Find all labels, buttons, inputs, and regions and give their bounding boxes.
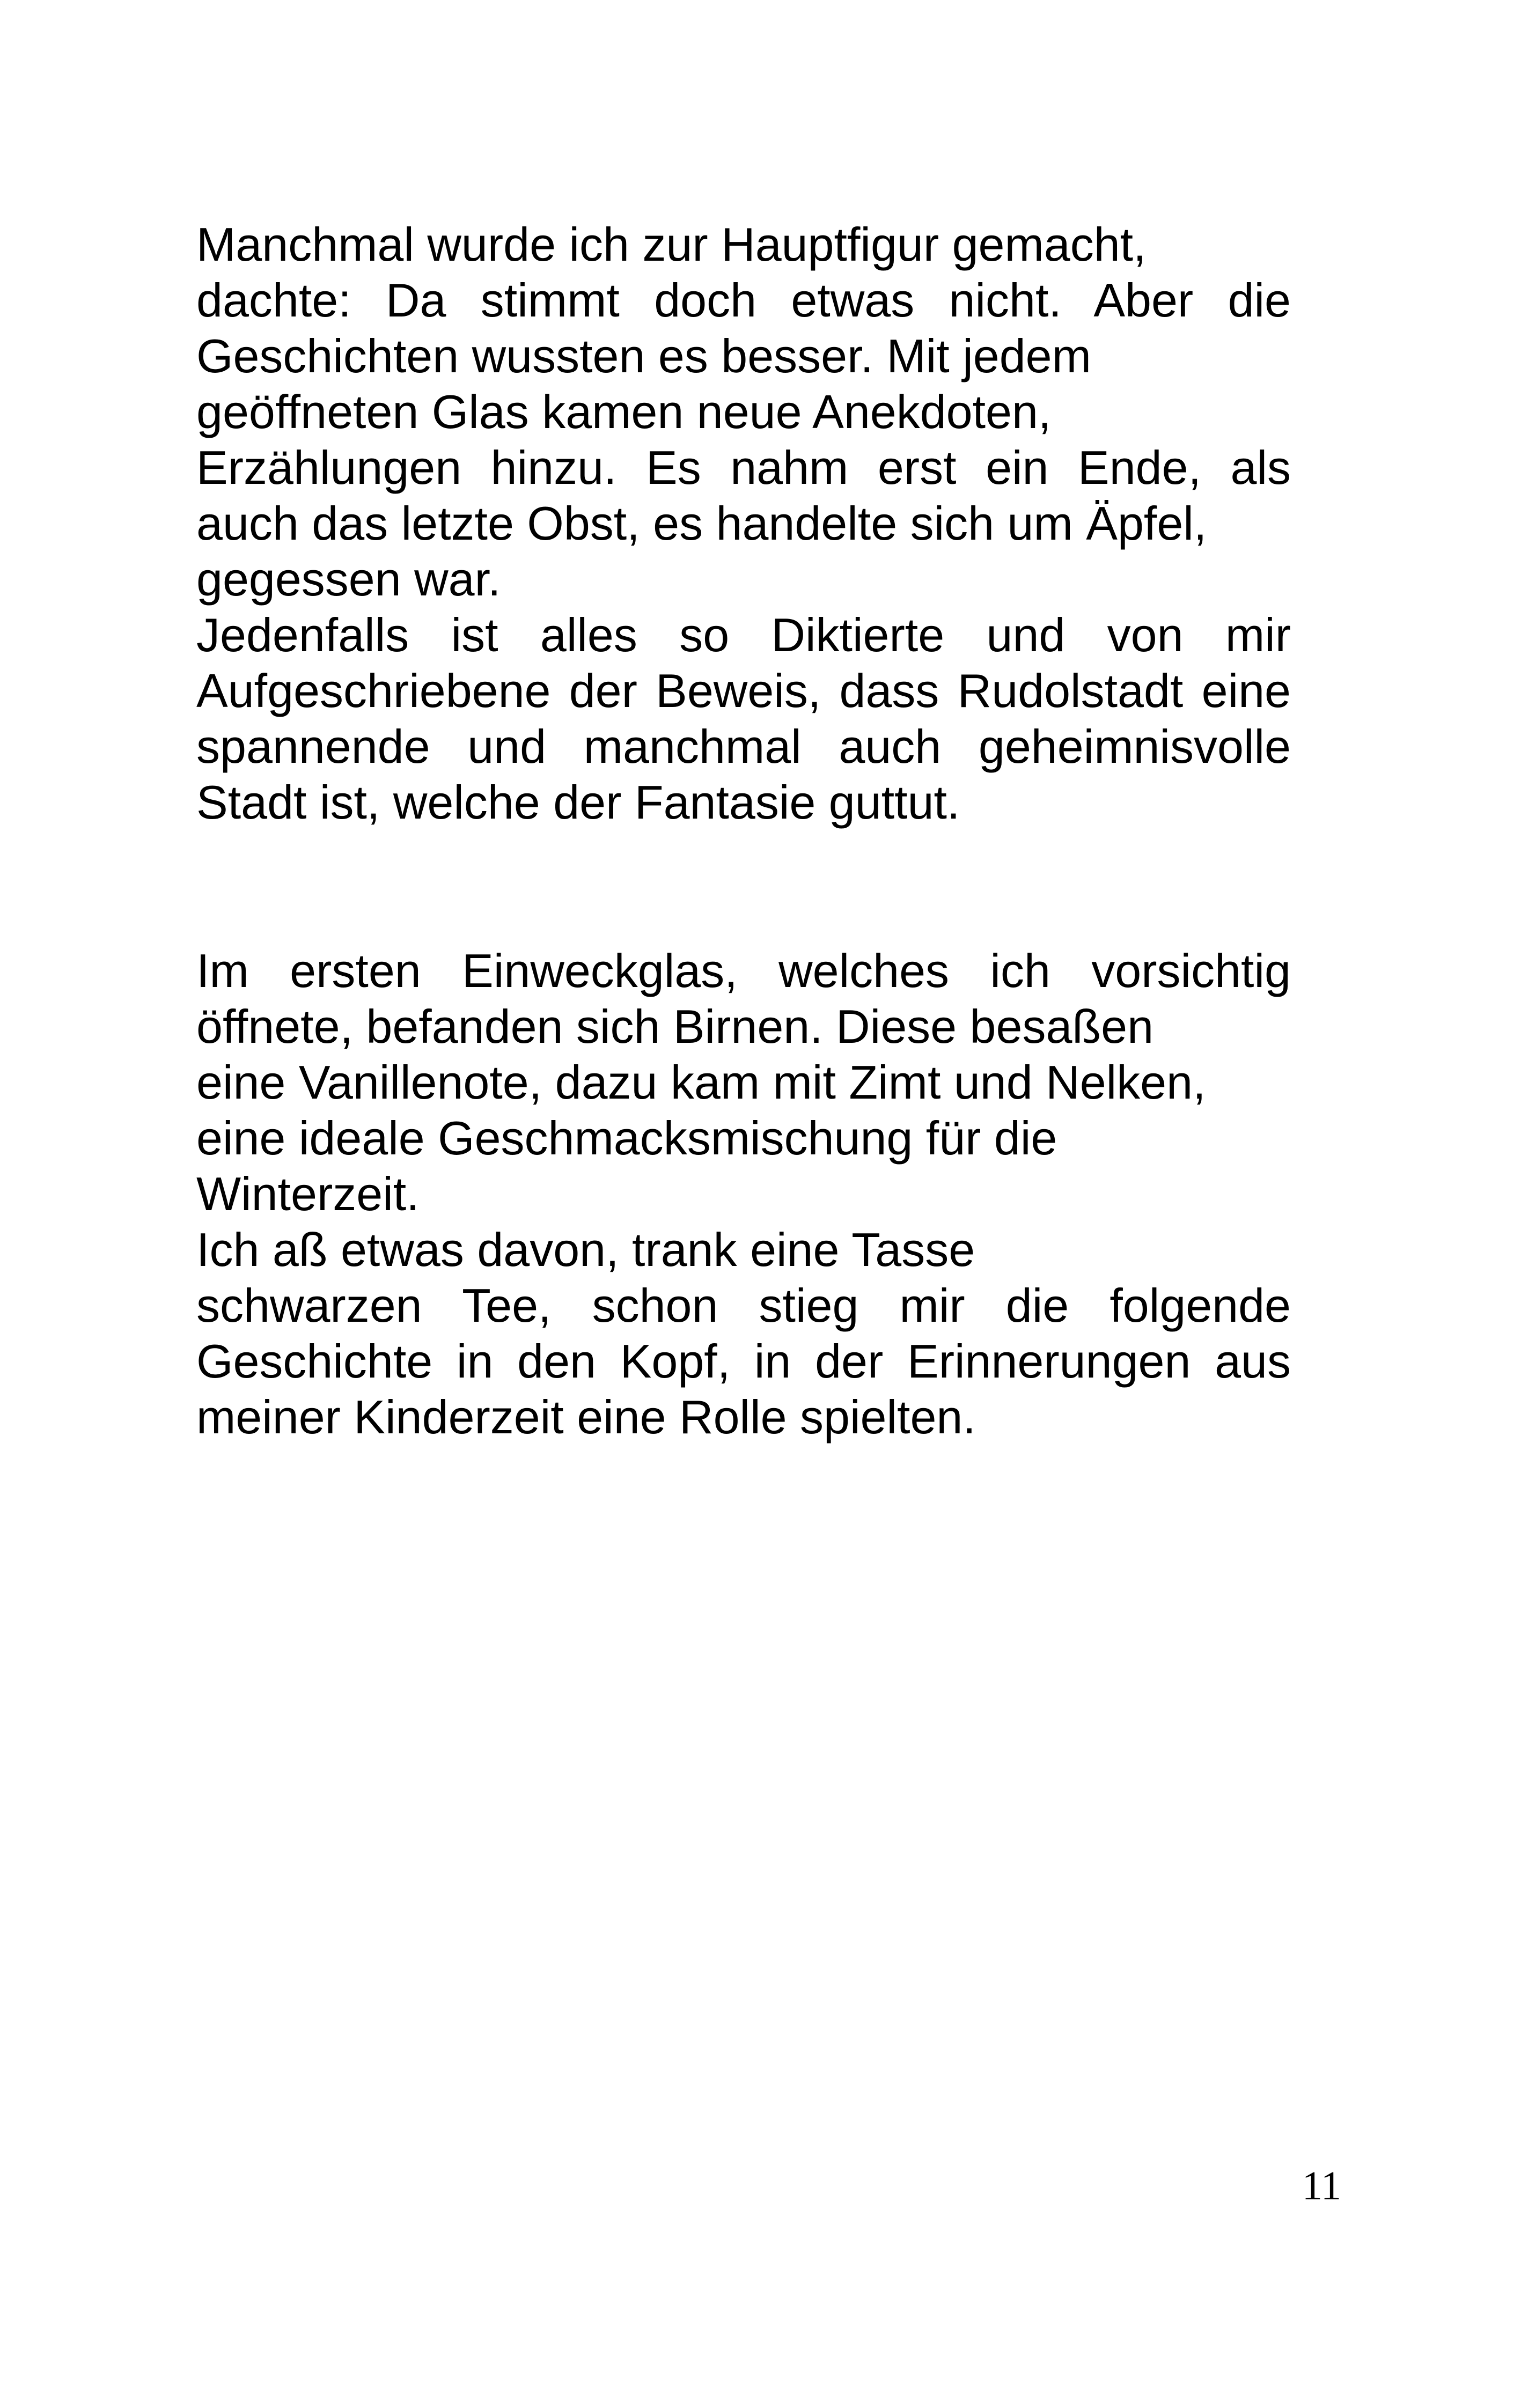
text-line: meiner Kinderzeit eine Rolle spielten. [196, 1390, 976, 1444]
text-line: öffnete, befanden sich Birnen. Diese besaßen [196, 1000, 1154, 1053]
text-line: geöffneten Glas kamen neue Anekdoten, [196, 385, 1052, 438]
text-line: Geschichten wussten es besser. Mit jedem [196, 329, 1091, 382]
text-line: Aufgeschriebene der Beweis, dass Rudolstadt eine [196, 664, 1291, 717]
text-line: Stadt ist, welche der Fantasie guttut. [196, 776, 960, 829]
text-line: spannende und manchmal auch geheimnisvolle [196, 720, 1291, 773]
text-line: Jedenfalls ist alles so Diktierte und von mir [196, 608, 1291, 661]
paragraph-block-1 [196, 217, 1291, 830]
page-number: 11 [1302, 2163, 1341, 2208]
text-line: Erzählungen hinzu. Es nahm erst ein Ende, als [196, 441, 1291, 494]
text-line: Manchmal wurde ich zur Hauptfigur gemacht, [196, 218, 1147, 271]
text-line: eine Vanillenote, dazu kam mit Zimt und Nelken, [196, 1056, 1206, 1109]
text-line: Ich aß etwas davon, trank eine Tasse [196, 1223, 975, 1276]
text-line: auch das letzte Obst, es handelte sich um Äpfel, [196, 497, 1207, 550]
text-line: Geschichte in den Kopf, in der Erinnerungen aus [196, 1335, 1291, 1388]
text-line: eine ideale Geschmacksmischung für die [196, 1111, 1057, 1165]
paragraph-block-2 [196, 943, 1291, 1445]
text-line: dachte: Da stimmt doch etwas nicht. Aber die [196, 274, 1291, 327]
text-line: schwarzen Tee, schon stieg mir die folgende [196, 1279, 1291, 1332]
text-line: gegessen war. [196, 553, 501, 606]
text-line: Im ersten Einweckglas, welches ich vorsichtig [196, 944, 1291, 997]
text-line: Winterzeit. [196, 1167, 420, 1220]
